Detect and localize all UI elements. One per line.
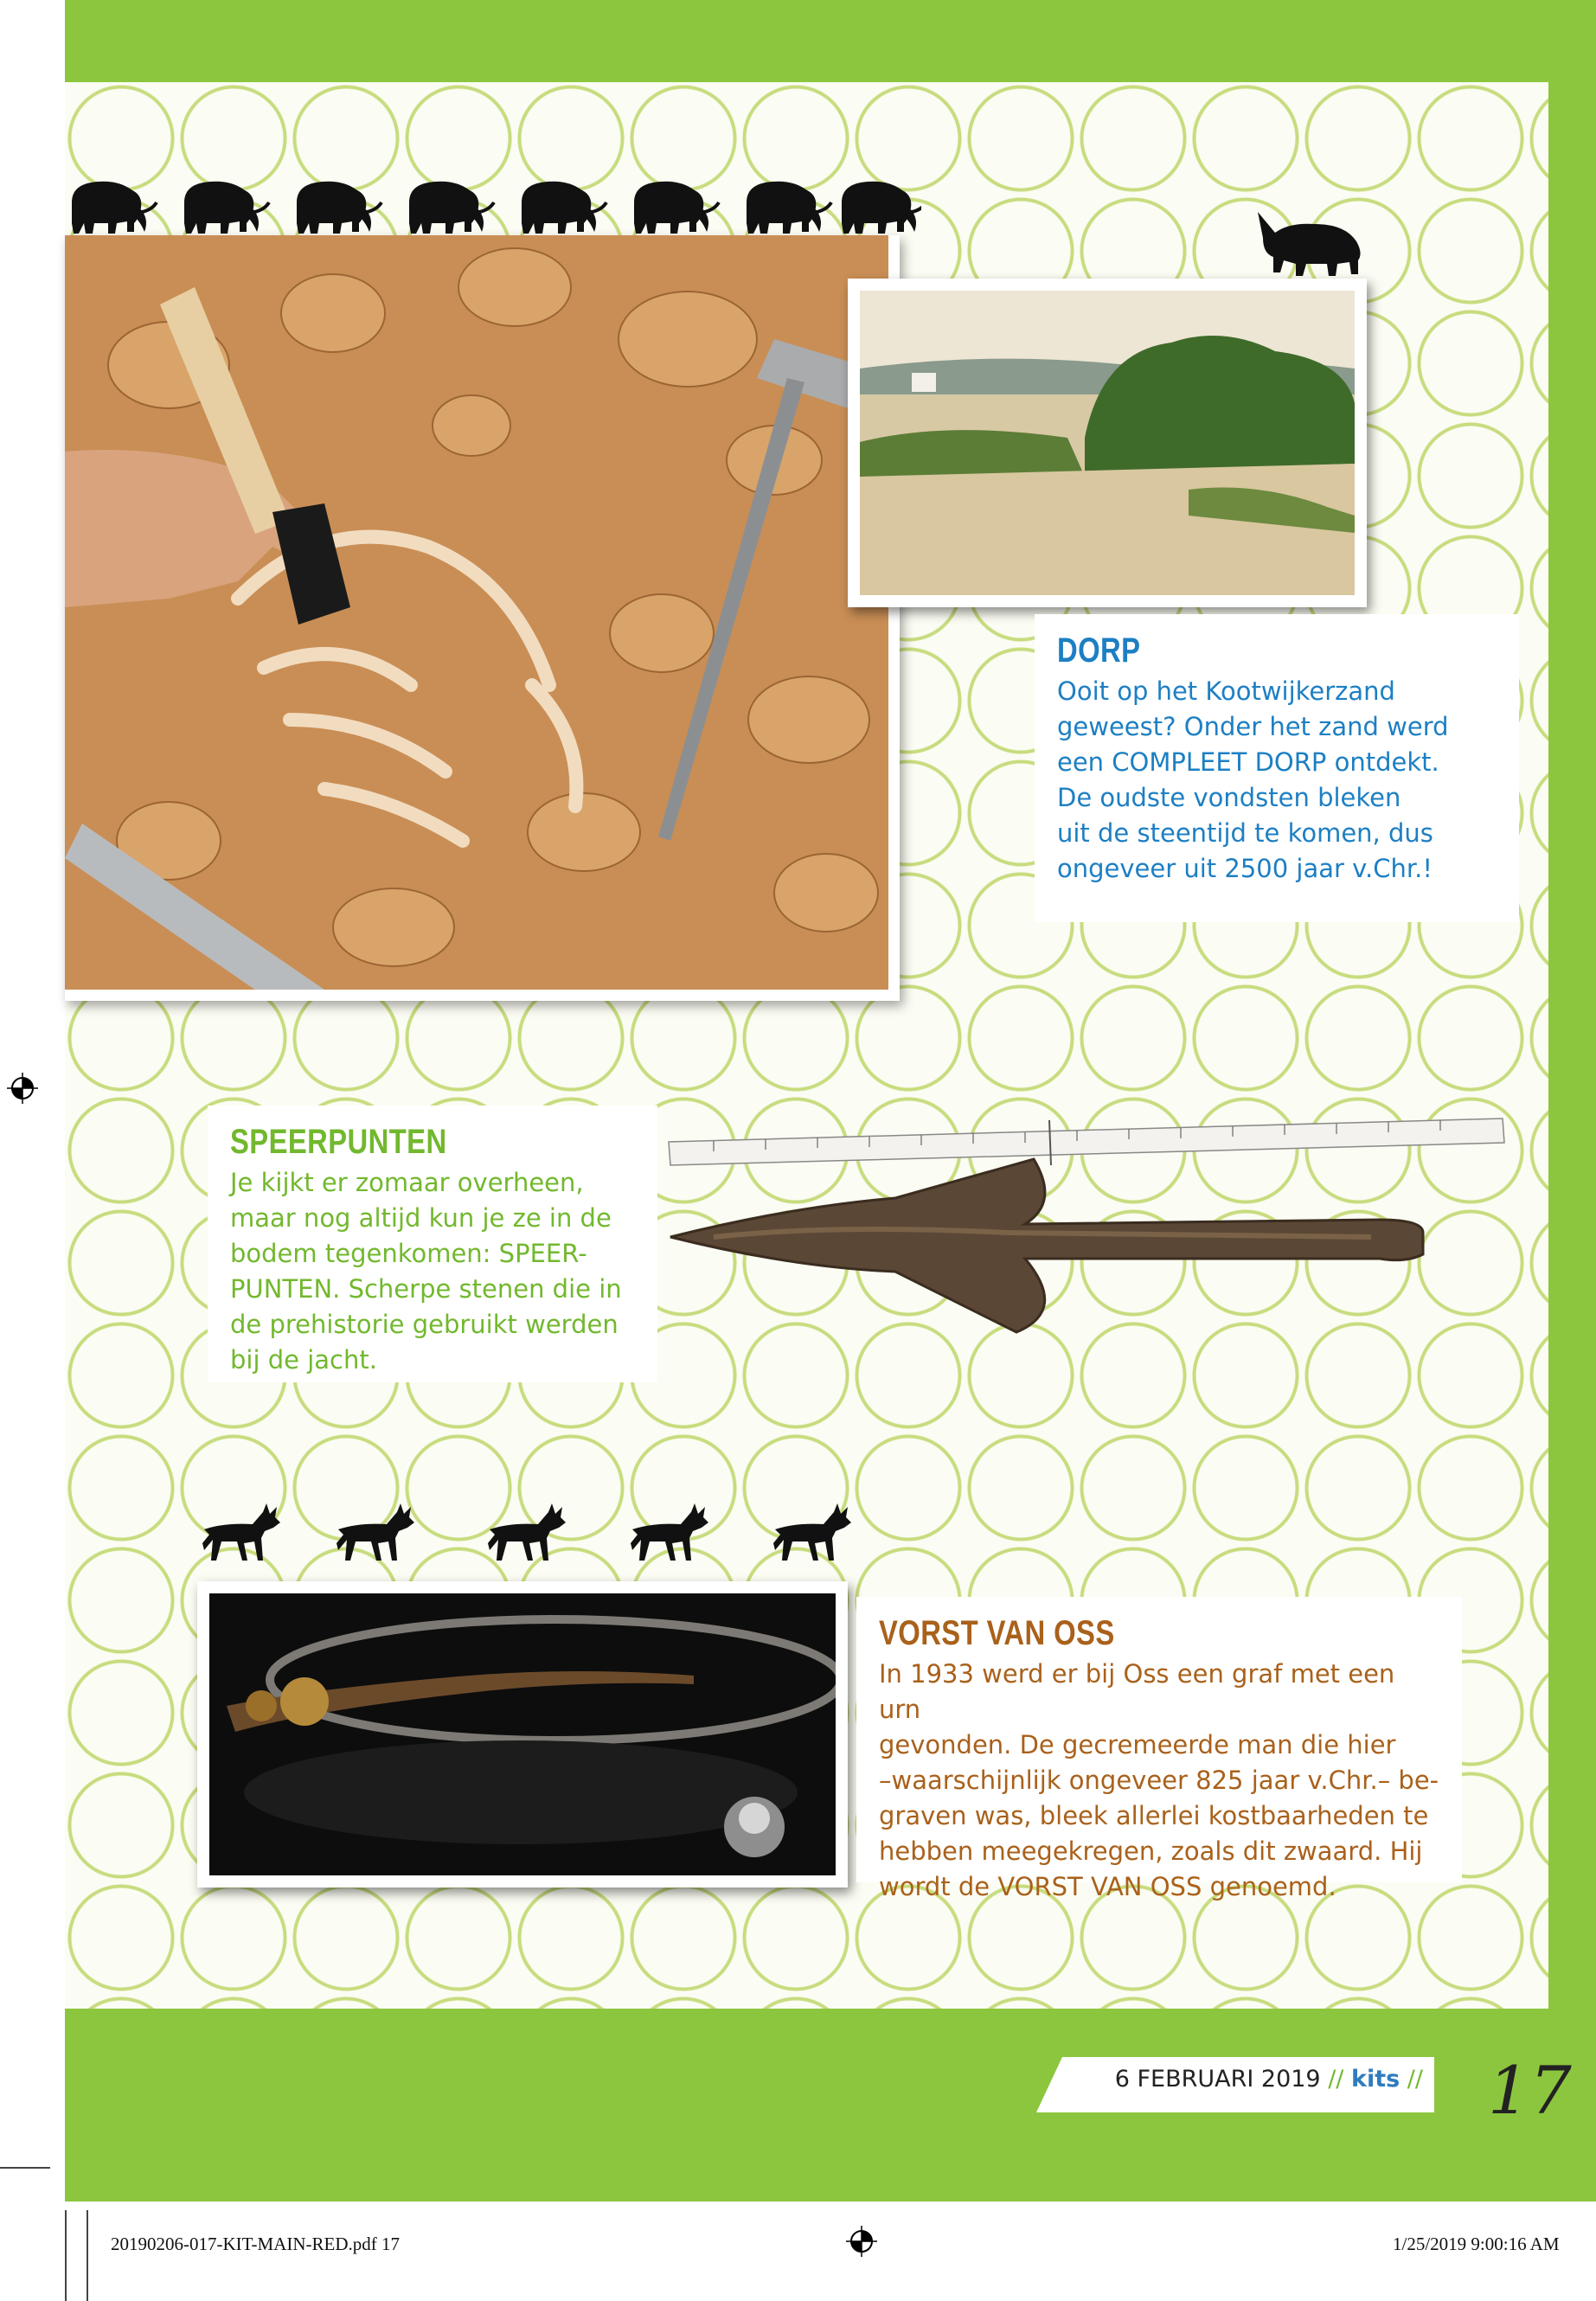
footer-date: 6 FEBRUARI 2019 <box>1114 2066 1321 2093</box>
excavation-photo-frame <box>65 235 900 1001</box>
print-slug-timestamp: 1/25/2019 9:00:16 AM <box>1393 2234 1560 2254</box>
mammoth-row <box>65 173 921 242</box>
woolly-rhino-silhouette-icon <box>1254 203 1371 281</box>
page-number: 17 <box>1488 2052 1572 2129</box>
dorp-heading: DORP <box>1057 631 1141 670</box>
kootwijkerzand-photo <box>860 291 1355 595</box>
registration-mark-icon <box>7 1073 38 1104</box>
top-green-bar <box>65 0 1596 82</box>
print-slug-filename: 20190206-017-KIT-MAIN-RED.pdf 17 <box>111 2234 401 2254</box>
footer-brand: kits <box>1351 2066 1401 2093</box>
vorst-van-oss-sword-photo <box>209 1593 836 1875</box>
footer-issue-line <box>1060 2066 1423 2093</box>
speerpunten-heading: SPEERPUNTEN <box>230 1123 447 1161</box>
vorst-heading: VORST VAN OSS <box>879 1614 1115 1652</box>
crop-mark <box>65 2210 67 2301</box>
speerpunten-textbox <box>208 1106 657 1382</box>
crop-mark <box>0 2167 50 2169</box>
sword-photo-frame <box>197 1581 848 1888</box>
spearpoint-photo <box>662 1112 1505 1371</box>
crop-mark <box>87 2210 88 2301</box>
speerpunten-body: Je kijkt er zomaar overheen, maar nog altijd kun je ze in de bodem tegenkomen: SPEER- PUNTEN. Scherpe stenen die in de prehistorie gebruikt werden bij de jacht. <box>230 1168 622 1375</box>
excavation-photo <box>65 235 888 990</box>
footer-separator: // <box>1328 2066 1344 2093</box>
registration-mark-icon <box>846 2226 877 2257</box>
deer-row <box>199 1503 874 1566</box>
vorst-textbox <box>856 1597 1462 1901</box>
right-green-bar <box>1548 0 1596 2202</box>
landscape-photo-frame <box>848 279 1367 607</box>
dorp-textbox <box>1035 614 1519 922</box>
dorp-body: Ooit op het Kootwijkerzand geweest? Onder het zand werd een COMPLEET DORP ontdekt. De oudste vondsten bleken uit de steentijd te komen, dus ongeveer uit 2500 jaar v.Chr.! <box>1057 676 1449 883</box>
vorst-body: In 1933 werd er bij Oss een graf met een urn gevonden. De gecremeerde man die hier –waarschijnlijk ongeveer 825 jaar v.Chr.– be- graven was, bleek allerlei kostbaarheden te hebben meegekregen, zoals dit zwaard. Hij wordt de VORST VAN OSS genoemd. <box>879 1659 1439 1901</box>
footer-separator-end: // <box>1407 2066 1423 2093</box>
